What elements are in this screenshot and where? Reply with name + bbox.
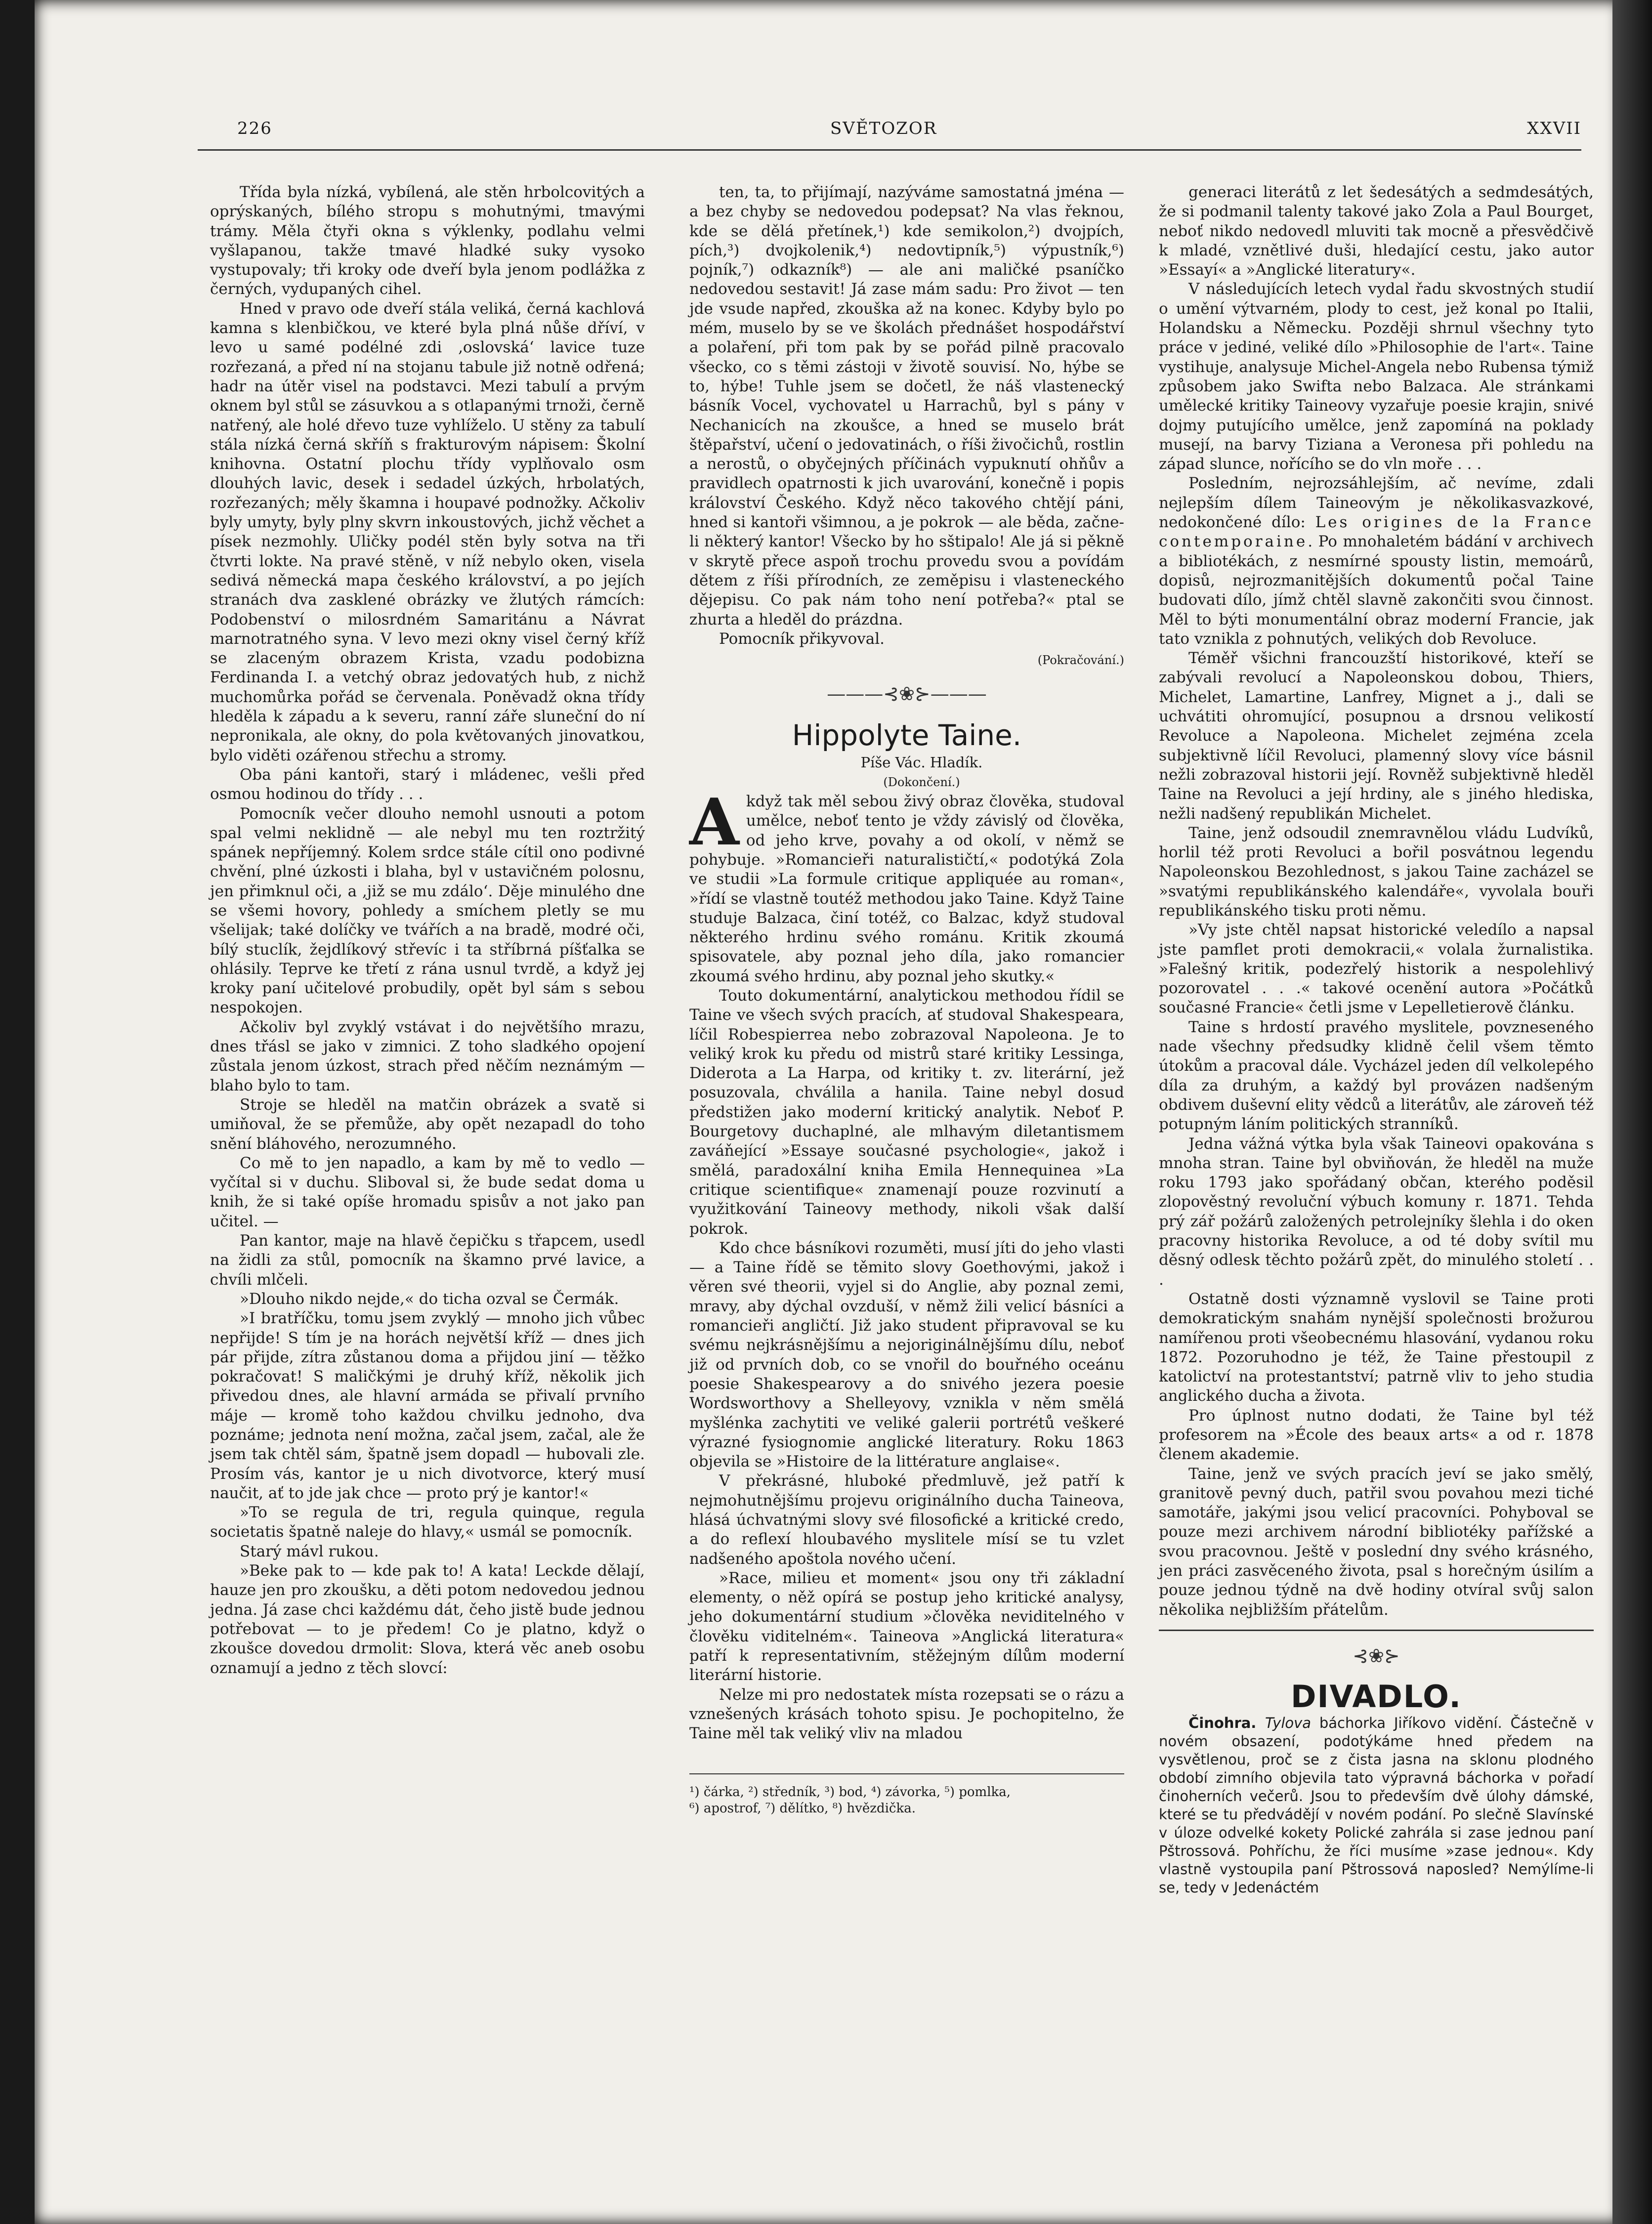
paragraph: Pomocník přikyvoval.: [719, 629, 885, 648]
paragraph: [1159, 1714, 1594, 1897]
newspaper-page: [35, 0, 1621, 2224]
paragraph: Hned v pravo ode dveří stála veliká, černá kachlová kamna s klenbičkou, ve které byla plná nůše dříví, v levo u samé podélné zdi ‚oslovská‘ lavice tuze rozřezaná, a před ní na stojanu tabule již notně odřená; hadr na útěr visel na podstavci. Mezi tabulí a prvým oknem byl stůl se zásuvkou a s otlapanými trnoži, černě natřený, ale holé dřevo tuze vyhlíželo. U stěny za tabulí stála nízká černá skříň s frakturovým nápisem: Školní knihovna. Ostatní plochu třídy vyplňovalo osm dlouhých lavic, desek i sedadel úzkých, hrbolatých, rozřezaných; měly škamna i houpavé podnožky. Ačkoliv byly umyty, byly plny skvrn inkoustových, jichž věchet a písek nezmohly. Uličky podél stěn byly sotva na tři čtvrti lokte. Na pravé stěně, v níž nebylo oken, visela sedivá německá mapa českého království, a po jejích stranách dva zasklené obrázky ve žlutých rámcích: Podobenství o milosrdném Samaritánu a Návrat marnotratného syna. V levo mezi okny visel černý kříž se zlaceným obrazem Krista, vzadu podobizna Ferdinanda I. a vetchý obraz jedovatých hub, z nichž muchomůrka pořád se červenala. Poněvadž okna třídy hleděla k západu a k severu, ranní záře sluneční do ní nepronikala, ale okny, do pola květovaných jinovatkou, bylo viděti ozářenou střechu a stromy.: [210, 299, 645, 764]
continued-note: (Pokračování.): [1037, 653, 1124, 668]
paragraph: Taine, jenž odsoudil znemravnělou vládu Ludvíků, horlil též proti Revoluci a bořil posvátnou legendu Napoleonskou Bezohlednost, s jakou Taine zacházel se »svatými republikánského kalendáře«, vyvolala bouři republikánského tisku proti němu.: [1159, 824, 1594, 920]
paragraph: Ostatně dosti významně vyslovil se Taine proti demokratickým snahám nynější společnosti brožurou namířenou proti všeobecnému hlasování, vydanou roku 1872. Pozoruhodno je též, že Taine přestoupil z katolictví na protestantství; patrně vliv to jeho studia anglického ducha a života.: [1159, 1290, 1594, 1405]
paragraph: Kdo chce básníkovi rozuměti, musí jíti do jeho vlasti — a Taine řídě se těmito slovy Goethovými, jakož i věren své theorii, vyjel si do Anglie, aby poznal zemi, mravy, aby dýchal ovzduší, v němž žili velicí básníci a romancieři angličtí. Již jako student připravoval se ku svému nejkrásnějšímu a nejoriginálnějšímu dílu, neboť již od prvních dob, co se vnořil do bouřného oceánu poesie Shakespearovy a do snivého jezera poesie Wordsworthovy a Shelleyovy, vznikla v něm smělá myšlénka zachytiti ve veliké galerii portrétů veškeré výrazné fysiognomie anglické literatury. Roku 1863 objevila se »Histoire de la littérature anglaise«.: [689, 1239, 1124, 1471]
paragraph: Téměř všichni francouzští historikové, kteří se zabývali revolucí a Napoleonskou dobou, Thiers, Michelet, Lamartine, Lanfrey, Mignet a j., dali se uchvátiti ohromující, posupnou a drsnou velikostí Revoluce a Napoleona. Michelet zejména zcela subjektivně líčil Revoluci, plamenný slovy více básnil nežli zobrazoval historii její. Rovněž subjektivně hleděl Taine na Revoluci a její hrdiny, ale s jiného hlediska, nežli nadšený republikán Michelet.: [1159, 649, 1594, 823]
paragraph: V překrásné, hluboké předmluvě, jež patří k nejmohutnějšímu projevu originálního ducha Taineova, hlásá úchvatnými slovy své filosofické a kritické credo, a do reflexí hloubavého myslitele mísí se tu vzlet nadšeného apoštola nového učení.: [689, 1472, 1124, 1568]
paragraph: Třída byla nízká, vybílená, ale stěn hrbolcovitých a oprýskaných, bílého stropu s mohutnými, tmavými trámy. Měla čtyři okna s výklenky, podlahu velmi vyšlapanou, takže tmavé hladké suky vysoko vystupovaly; tři kroky ode dveří byla jenom podlážka z černých, vydupaných cihel.: [210, 183, 645, 298]
paragraph: [1159, 474, 1594, 649]
paragraph: Ačkoliv byl zvyklý vstávat i do největšího mrazu, dnes třásl se jako v zimnici. Z toho sladkého opojení zůstala jenom úzkost, strach před něčím neznámým — blaho bylo to tam.: [210, 1018, 645, 1094]
paragraph: Stroje se hleděl na matčin obrázek a svatě si umiňoval, že se přemůže, aby opět nezapadl do toho snění bláhového, nerozumného.: [210, 1095, 645, 1153]
footnote: ¹) čárka, ²) středník, ³) bod, ⁴) závorka, ⁵) pomlka,: [689, 1784, 1011, 1800]
section-title: DIVADLO.: [1291, 1678, 1462, 1715]
book-title: Les origines de la France contemporaine: [1159, 513, 1594, 551]
column-2: [689, 183, 1124, 1817]
header-rule: [198, 149, 1581, 151]
paragraph: »Vy jste chtěl napsat historické veledílo a napsal jste pamflet proti demokracii,« volala žurnalistika. »Falešný kritik, podezřelý historik a nespolehlivý pozorovatel . . .« takové ocenění autora »Počátků současné Francie« četli jsme v Lepelletierově článku.: [1159, 921, 1594, 1017]
paragraph: V následujících letech vydal řadu skvostných studií o umění výtvarném, plody to cest, jež konal po Italii, Holandsku a Německu. Později shrnul všechny tyto práce v jediné, veliké dílo »Philosophie de l'art«. Taine vystihuje, analysuje Michel-Angela nebo Rubensa týmiž způsobem jako Swifta nebo Balzaca. Ale stránkami umělecké kritiky Taineovy vyzařuje poesie krajin, snivé dojmy putujícího umělce, jenž zapomíná na poklady musejí, na barvy Tiziana a Veronesa při pohledu na západ slunce, nořícího se do vln moře . . .: [1159, 280, 1594, 473]
paragraph: Pomocník večer dlouho nemohl usnouti a potom spal velmi neklidně — ale nebyl mu ten roztržitý spánek nepříjemný. Kolem srdce stále cítil ono podivné chvění, plné úzkosti i blaha, byl v ustavičném polosnu, jen přimknul oči, a ‚již se mu zdálo‘. Děje minulého dne se všemi hovory, pohledy a smíchem pletly se mu všelijak; také dolíčky ve tvářích a na bradě, modré oči, bílý stuclík, žejdlíkový střevíc i ta stříbrná píšťalka se ohlásily. Teprve ke třetí z rána usnul tvrdě, a když jej kroky paní učitelové probudily, opět byl sám s sebou nespokojen.: [210, 804, 645, 1017]
paragraph: Touto dokumentární, analytickou methodou řídil se Taine ve všech svých pracích, ať studoval Shakespeara, líčil Robespierrea nebo zobrazoval Napoleona. Je to veliký krok ku předu od mistrů staré kritiky Lessinga, Diderota a La Harpa, od kritiky t. zv. literární, jež posuzovala, chválila a hanila. Taine nebyl dosud předstižen jako moderní kritický analytik. Neboť P. Bourgetovy duchaplné, ale mlhavým diletantismem zaváňející »Essaye současné psychologie«, jakož i smělá, paradoxální kniha Emila Hennequinea »La critique scientifique« znamenají pouze rozvinutí a využitkování Taineovy methody, nikoli však další pokrok.: [689, 986, 1124, 1238]
paragraph-text: když tak měl sebou živý obraz člověka, studoval umělce, neboť tento je vždy závislý od člověka, od jeho krve, povahy a od okolí, v němž se pohybuje. »Romancieři naturalističtí,« podotýká Zola ve studii »La formule critique appliquée au roman«, »řídí se vlastně toutéž methodou jako Taine. Když Taine studuje Balzaca, činí totéž, co Balzac, když studoval některého hrdinu svého románu. Kritik zkoumá spisovatele, aby poznal jeho díla, jako romancier zkoumá svého hrdinu, aby poznal jeho skutky.«: [689, 793, 1124, 985]
section-rule: [1159, 1630, 1594, 1631]
page-number: 226: [237, 119, 272, 138]
paragraph: Pan kantor, maje na hlavě čepičku s třapcem, usedl na židli za stůl, pomocník na škamno prvé lavice, a chvíli mlčeli.: [210, 1232, 645, 1289]
scan-edge: [1612, 0, 1652, 2224]
paragraph: ten, ta, to přijímají, nazýváme samostatná jména — a bez chyby se nedovedou podepsat? Na vlas řeknou, kde se dělá přetínek,¹) kde semikolon,²) dvojpích, pích,³) dvojkolenik,⁴) nedovtipník,⁵) výpustník,⁶) pojník,⁷) odkazník⁸) — ale ani maličké psaníčko nedovedou sestavit! Já zase mám sadu: Pro život — ten jde vsude napřed, zkouška až na konec. Kdyby bylo po mém, muselo by se ve školách přednášet hospodářství a polaření, při tom pak by se pořád pilně pracovalo všecko, co s těmi zástoji v životě souvisí. No, hýbe se to, hýbe! Tuhle jsem se dočetl, že náš vlastenecký básník Vocel, vychovatel u Harrachů, byl s pány v Nechanicích na zkoušce, a hned se muselo brát štěpařství, učení o jedovatinách, o říši živočichů, rostlin a nerostů, o obyčejných příčinách vypuknutí ohňův a pravidlech opatrnosti k jich uvarování, konečně i popis království Českého. Když něco takového chtějí páni, hned si kantoři všimnou, a je pokrok — ale běda, začne-li některý kantor! Všecko by ho sštipalo! Ale já si pěkně v skrytě přece aspoň trochu provedu svou a povídám dětem z říši přírodních, ze zeměpisu i vlasteneckého dějepisu. Co pak nám toho není potřeba?« ptal se zhurta a hleděl do prázdna.: [689, 183, 1124, 629]
page-header: [198, 119, 1581, 148]
article-byline: Píše Vác. Hladík.: [860, 754, 983, 771]
section-label: Činohra.: [1188, 1714, 1265, 1731]
column-1: [210, 183, 645, 1678]
footnotes: [689, 1773, 1124, 1817]
paragraph: Pro úplnost nutno dodati, že Taine byl též profesorem na »École des beaux arts« a od r. 1878 členem akademie.: [1159, 1406, 1594, 1464]
paragraph: Taine, jenž ve svých pracích jeví se jako smělý, granitově pevný duch, patřil svou povahou mezi tiché samotáře, jakými jsou velicí pracovníci. Pohyboval se pouze mezi archivem národní bibliotéky pařížské a svou pracovnou. Ještě v poslední dny svého krásného, jen práci zasvěceného života, psal s horečným úsilím a pouze jednou týdně na dvě hodiny otvíral svůj salon několika nejbližším přátelům.: [1159, 1465, 1594, 1619]
volume-number: XXVII: [1527, 119, 1581, 138]
ornament-divider: ———⊰❀⊱———: [827, 683, 987, 705]
article-subtitle: (Dokončení.): [883, 775, 960, 789]
paragraph-text: Posledním, nejrozsáhlejším, ač nevíme, zdali nejlepším dílem Taineovým je několikasvazkové, nedokončené dílo:: [1159, 474, 1594, 532]
drop-cap: A: [689, 784, 739, 860]
paragraph: »To se regula de tri, regula quinque, regula societatis špatně naleje do hlavy,« usmál se pomocník.: [210, 1504, 645, 1541]
paragraph: generaci literátů z let šedesátých a sedmdesátých, že si podmanil talenty takové jako Zola a Paul Bourget, neboť nikdo nedovedl mluviti tak mocně a přesvědčivě k mladé, vznětlivé duši, hledající cestu, jako autor »Essayí« a »Anglické literatury«.: [1159, 183, 1594, 279]
paragraph-text: báchorka Jiříkovo vidění. Částečně v novém obsazení, podotýkáme hned předem na vysvětlenou, proč se z čista jasna na sklonu plodného období zimního objevila tato výpravná báchorka v pořadí činoherních večerů. Jsou to především dvě úlohy dámské, které se tu předvádějí v novém podání. Po slečně Slavínské v úloze odvelké kokety Polické zahrála si zase jednou paní Pštrossová. Pohříchu, že říci musíme »zase jednou«. Kdy vlastně vystoupila paní Pštrossová naposled? Nemýlíme-li se, tedy v Jedenáctém: [1159, 1714, 1594, 1896]
journal-title: SVĚTOZOR: [830, 119, 937, 138]
column-3: [1159, 183, 1594, 1897]
paragraph: »I bratříčku, tomu jsem zvyklý — mnoho jich vůbec nepřijde! S tím je na horách největší kříž — dnes jich pár přijde, zítra zůstanou doma a přijdou jiní — těžko pokračovat! S maličkými je druhý kříž, několik jich přivedou dnes, ale hlavní armáda se přivalí prvního máje — kromě toho každou chvilku jednoho, dva poznáme; jednota není možna, začal jsem, začal, ale že jsem tak chtěl sám, špatně jsem dopadl — hubovali zle. Prosím vás, kantor je u nich divotvorce, který musí naučit, ať to jde jak chce — proto prý je kantor!«: [210, 1309, 645, 1502]
paragraph: Co mě to jen napadlo, a kam by mě to vedlo — vyčítal si v duchu. Sliboval si, že bude sedat doma u knih, že si také opíše hromadu spisův a not jako pan učitel. —: [210, 1154, 645, 1230]
paragraph: Taine s hrdostí pravého myslitele, povzneseného nade všechny předsudky klidně čelil všem těmto útokům a pracoval dále. Vycházel jeden díl velkolepého díla za druhým, a každý byl provázen nadšeným obdivem duševní elity vědců a literátův, ale zároveň též potupným láním politických stranníků.: [1159, 1018, 1594, 1133]
footnote: ⁶) apostrof, ⁷) dělítko, ⁸) hvězdička.: [689, 1801, 916, 1816]
ornament-divider: ⊰❀⊱: [1353, 1644, 1400, 1667]
paragraph: Oba páni kantoři, starý i mládenec, vešli před osmou hodinou do třídy . . .: [210, 765, 645, 803]
paragraph: Jedna vážná výtka byla však Taineovi opakována s mnoha stran. Taine byl obviňován, že hleděl na muže roku 1793 jako spořádaný občan, kterého poděsil zlopověstný revoluční výbuch komuny r. 1871. Tehda prý zář požárů založených petrolejníky šlehla i do oken pracovny historika Revoluce, a od té doby svítil mu děsný odlesk těchto požárů zpět, do minulého století . . .: [1159, 1134, 1594, 1289]
article-title: Hippolyte Taine.: [792, 718, 1022, 753]
paragraph: Nelze mi pro nedostatek místa rozepsati se o rázu a vznešených krásách tohoto spisu. Je pochopitelno, že Taine měl tak veliký vliv na mladou: [689, 1685, 1124, 1743]
paragraph: Starý mávl rukou.: [240, 1542, 379, 1560]
paragraph: »Beke pak to — kde pak to! A kata! Leckde dělají, hauze jen pro zkoušku, a děti potom nedovedou jednou jedna. Já zase chci každému dát, čeho jistě bude jednou potřebovat — to je předem! Co je platno, když o zkoušce dovedou drmolit: Slova, která věc aneb osobu oznamují a jedno z těch slovcí:: [210, 1562, 645, 1677]
paragraph: [689, 784, 1124, 986]
paragraph-text: . Po mnohaletém bádání v archivech a bibliotékách, z nesmírné spousty listin, memoárů, dopisů, nejrozmanitějších dokumentů počal Taine budovati dílo, jímž chtěl slavně zakončiti svou činnost. Měl to býti monumentální obraz moderní Francie, jak tato vznikla z pohnutých, velikých dob Revoluce.: [1159, 533, 1594, 648]
author-name: Tylova: [1265, 1714, 1312, 1731]
paragraph: »Race, milieu et moment« jsou ony tři základní elementy, o něž opírá se postup jeho kritické analysy, jeho dokumentární studium »člověka neviditelného v člověku viditelném«. Taineova »Anglická literatura« patří k representativním, stěžejným dílům moderní literární historie.: [689, 1569, 1124, 1684]
paragraph: »Dlouho nikdo nejde,« do ticha ozval se Čermák.: [240, 1290, 619, 1308]
